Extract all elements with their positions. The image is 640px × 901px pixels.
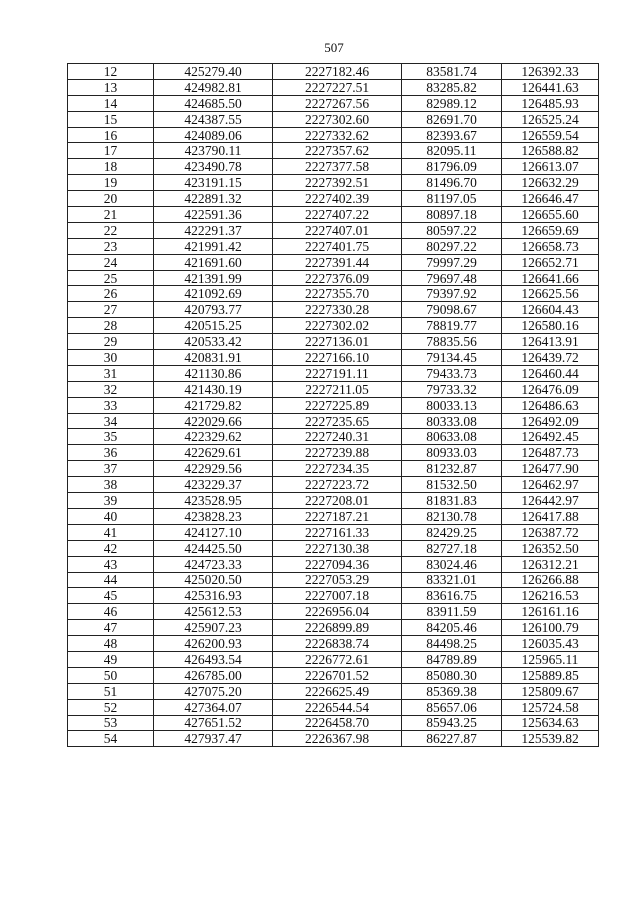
- table-row: [68, 556, 599, 572]
- table-row: [68, 636, 599, 652]
- table-row: [68, 286, 599, 302]
- point-number-cell: 54: [68, 731, 154, 747]
- table-row: [68, 699, 599, 715]
- point-number-cell: 14: [68, 95, 154, 111]
- local-x-cell: 79433.73: [402, 365, 502, 381]
- local-x-cell: 80033.13: [402, 397, 502, 413]
- table-row: [68, 254, 599, 270]
- local-y-cell: 126632.29: [502, 175, 599, 191]
- local-x-cell: 85080.30: [402, 667, 502, 683]
- point-number-cell: 41: [68, 524, 154, 540]
- x-coordinate-cell: 423528.95: [154, 493, 273, 509]
- local-y-cell: 126625.56: [502, 286, 599, 302]
- y-coordinate-cell: 2227187.21: [273, 508, 402, 524]
- local-x-cell: 79997.29: [402, 254, 502, 270]
- local-x-cell: 81496.70: [402, 175, 502, 191]
- local-y-cell: 126266.88: [502, 572, 599, 588]
- table-row: [68, 572, 599, 588]
- point-number-cell: 18: [68, 159, 154, 175]
- point-number-cell: 34: [68, 413, 154, 429]
- y-coordinate-cell: 2227094.36: [273, 556, 402, 572]
- y-coordinate-cell: 2227355.70: [273, 286, 402, 302]
- x-coordinate-cell: 424723.33: [154, 556, 273, 572]
- local-x-cell: 79697.48: [402, 270, 502, 286]
- table-row: [68, 111, 599, 127]
- local-x-cell: 80333.08: [402, 413, 502, 429]
- point-number-cell: 44: [68, 572, 154, 588]
- x-coordinate-cell: 426785.00: [154, 667, 273, 683]
- local-y-cell: 126413.91: [502, 334, 599, 350]
- point-number-cell: 22: [68, 222, 154, 238]
- local-y-cell: 126462.97: [502, 477, 599, 493]
- local-y-cell: 126441.63: [502, 79, 599, 95]
- y-coordinate-cell: 2227130.38: [273, 540, 402, 556]
- table-row: [68, 127, 599, 143]
- x-coordinate-cell: 427075.20: [154, 683, 273, 699]
- point-number-cell: 13: [68, 79, 154, 95]
- point-number-cell: 27: [68, 302, 154, 318]
- table-row: [68, 508, 599, 524]
- y-coordinate-cell: 2226367.98: [273, 731, 402, 747]
- x-coordinate-cell: 421092.69: [154, 286, 273, 302]
- x-coordinate-cell: 422029.66: [154, 413, 273, 429]
- x-coordinate-cell: 425279.40: [154, 64, 273, 80]
- table-row: [68, 302, 599, 318]
- table-row: [68, 667, 599, 683]
- local-y-cell: 126216.53: [502, 588, 599, 604]
- y-coordinate-cell: 2227225.89: [273, 397, 402, 413]
- local-y-cell: 126485.93: [502, 95, 599, 111]
- x-coordinate-cell: 424387.55: [154, 111, 273, 127]
- y-coordinate-cell: 2226956.04: [273, 604, 402, 620]
- coordinate-table-body: [68, 64, 599, 747]
- y-coordinate-cell: 2227211.05: [273, 381, 402, 397]
- table-row: [68, 350, 599, 366]
- x-coordinate-cell: 421691.60: [154, 254, 273, 270]
- point-number-cell: 30: [68, 350, 154, 366]
- y-coordinate-cell: 2227227.51: [273, 79, 402, 95]
- local-x-cell: 84498.25: [402, 636, 502, 652]
- y-coordinate-cell: 2227161.33: [273, 524, 402, 540]
- table-row: [68, 318, 599, 334]
- local-y-cell: 126100.79: [502, 620, 599, 636]
- table-row: [68, 397, 599, 413]
- x-coordinate-cell: 421130.86: [154, 365, 273, 381]
- y-coordinate-cell: 2227208.01: [273, 493, 402, 509]
- x-coordinate-cell: 425612.53: [154, 604, 273, 620]
- x-coordinate-cell: 425316.93: [154, 588, 273, 604]
- local-y-cell: 126352.50: [502, 540, 599, 556]
- y-coordinate-cell: 2227302.02: [273, 318, 402, 334]
- local-y-cell: 126486.63: [502, 397, 599, 413]
- local-y-cell: 126652.71: [502, 254, 599, 270]
- x-coordinate-cell: 423229.37: [154, 477, 273, 493]
- point-number-cell: 15: [68, 111, 154, 127]
- x-coordinate-cell: 424425.50: [154, 540, 273, 556]
- table-row: [68, 64, 599, 80]
- table-row: [68, 159, 599, 175]
- x-coordinate-cell: 421430.19: [154, 381, 273, 397]
- x-coordinate-cell: 421991.42: [154, 238, 273, 254]
- x-coordinate-cell: 424089.06: [154, 127, 273, 143]
- y-coordinate-cell: 2227376.09: [273, 270, 402, 286]
- table-row: [68, 620, 599, 636]
- x-coordinate-cell: 420533.42: [154, 334, 273, 350]
- y-coordinate-cell: 2227239.88: [273, 445, 402, 461]
- x-coordinate-cell: 422591.36: [154, 207, 273, 223]
- point-number-cell: 47: [68, 620, 154, 636]
- table-row: [68, 270, 599, 286]
- point-number-cell: 52: [68, 699, 154, 715]
- y-coordinate-cell: 2227377.58: [273, 159, 402, 175]
- y-coordinate-cell: 2227235.65: [273, 413, 402, 429]
- local-x-cell: 81796.09: [402, 159, 502, 175]
- x-coordinate-cell: 421391.99: [154, 270, 273, 286]
- point-number-cell: 28: [68, 318, 154, 334]
- point-number-cell: 37: [68, 461, 154, 477]
- table-row: [68, 222, 599, 238]
- local-x-cell: 81197.05: [402, 191, 502, 207]
- point-number-cell: 45: [68, 588, 154, 604]
- point-number-cell: 12: [68, 64, 154, 80]
- x-coordinate-cell: 426493.54: [154, 651, 273, 667]
- point-number-cell: 20: [68, 191, 154, 207]
- x-coordinate-cell: 424127.10: [154, 524, 273, 540]
- local-x-cell: 80633.08: [402, 429, 502, 445]
- page-number: 507: [324, 40, 344, 55]
- local-x-cell: 83911.59: [402, 604, 502, 620]
- table-row: [68, 95, 599, 111]
- local-x-cell: 78819.77: [402, 318, 502, 334]
- table-row: [68, 731, 599, 747]
- y-coordinate-cell: 2227407.22: [273, 207, 402, 223]
- y-coordinate-cell: 2227136.01: [273, 334, 402, 350]
- table-row: [68, 429, 599, 445]
- point-number-cell: 46: [68, 604, 154, 620]
- local-x-cell: 80597.22: [402, 222, 502, 238]
- local-y-cell: 126604.43: [502, 302, 599, 318]
- y-coordinate-cell: 2227191.11: [273, 365, 402, 381]
- table-row: [68, 238, 599, 254]
- local-x-cell: 80933.03: [402, 445, 502, 461]
- point-number-cell: 23: [68, 238, 154, 254]
- y-coordinate-cell: 2227240.31: [273, 429, 402, 445]
- local-y-cell: 126658.73: [502, 238, 599, 254]
- local-y-cell: 126442.97: [502, 493, 599, 509]
- local-x-cell: 81532.50: [402, 477, 502, 493]
- local-x-cell: 84789.89: [402, 651, 502, 667]
- table-row: [68, 381, 599, 397]
- table-row: [68, 715, 599, 731]
- local-y-cell: 126559.54: [502, 127, 599, 143]
- table-row: [68, 79, 599, 95]
- local-x-cell: 84205.46: [402, 620, 502, 636]
- y-coordinate-cell: 2226899.89: [273, 620, 402, 636]
- x-coordinate-cell: 422629.61: [154, 445, 273, 461]
- point-number-cell: 19: [68, 175, 154, 191]
- x-coordinate-cell: 423490.78: [154, 159, 273, 175]
- local-y-cell: 125724.58: [502, 699, 599, 715]
- local-y-cell: 126439.72: [502, 350, 599, 366]
- local-y-cell: 126417.88: [502, 508, 599, 524]
- table-row: [68, 651, 599, 667]
- point-number-cell: 32: [68, 381, 154, 397]
- table-row: [68, 143, 599, 159]
- point-number-cell: 16: [68, 127, 154, 143]
- local-y-cell: 126525.24: [502, 111, 599, 127]
- local-x-cell: 83024.46: [402, 556, 502, 572]
- table-row: [68, 493, 599, 509]
- table-row: [68, 191, 599, 207]
- table-row: [68, 445, 599, 461]
- local-y-cell: 126387.72: [502, 524, 599, 540]
- y-coordinate-cell: 2227391.44: [273, 254, 402, 270]
- table-row: [68, 334, 599, 350]
- y-coordinate-cell: 2227302.60: [273, 111, 402, 127]
- local-y-cell: 126492.09: [502, 413, 599, 429]
- coordinate-table: [67, 63, 599, 747]
- local-y-cell: 125889.85: [502, 667, 599, 683]
- point-number-cell: 25: [68, 270, 154, 286]
- local-x-cell: 86227.87: [402, 731, 502, 747]
- point-number-cell: 29: [68, 334, 154, 350]
- x-coordinate-cell: 425907.23: [154, 620, 273, 636]
- local-x-cell: 83321.01: [402, 572, 502, 588]
- point-number-cell: 38: [68, 477, 154, 493]
- y-coordinate-cell: 2227407.01: [273, 222, 402, 238]
- local-y-cell: 125809.67: [502, 683, 599, 699]
- local-y-cell: 125965.11: [502, 651, 599, 667]
- local-y-cell: 126492.45: [502, 429, 599, 445]
- local-y-cell: 126035.43: [502, 636, 599, 652]
- x-coordinate-cell: 420831.91: [154, 350, 273, 366]
- local-x-cell: 83581.74: [402, 64, 502, 80]
- y-coordinate-cell: 2227234.35: [273, 461, 402, 477]
- y-coordinate-cell: 2227330.28: [273, 302, 402, 318]
- local-x-cell: 85657.06: [402, 699, 502, 715]
- local-y-cell: 126487.73: [502, 445, 599, 461]
- point-number-cell: 36: [68, 445, 154, 461]
- local-x-cell: 85369.38: [402, 683, 502, 699]
- y-coordinate-cell: 2226838.74: [273, 636, 402, 652]
- y-coordinate-cell: 2227182.46: [273, 64, 402, 80]
- y-coordinate-cell: 2227166.10: [273, 350, 402, 366]
- point-number-cell: 43: [68, 556, 154, 572]
- x-coordinate-cell: 422929.56: [154, 461, 273, 477]
- x-coordinate-cell: 425020.50: [154, 572, 273, 588]
- y-coordinate-cell: 2227053.29: [273, 572, 402, 588]
- y-coordinate-cell: 2227332.62: [273, 127, 402, 143]
- local-x-cell: 82727.18: [402, 540, 502, 556]
- x-coordinate-cell: 426200.93: [154, 636, 273, 652]
- table-row: [68, 683, 599, 699]
- local-y-cell: 126476.09: [502, 381, 599, 397]
- x-coordinate-cell: 427937.47: [154, 731, 273, 747]
- point-number-cell: 40: [68, 508, 154, 524]
- local-y-cell: 126392.33: [502, 64, 599, 80]
- local-y-cell: 125539.82: [502, 731, 599, 747]
- local-y-cell: 126588.82: [502, 143, 599, 159]
- local-x-cell: 80897.18: [402, 207, 502, 223]
- local-x-cell: 79098.67: [402, 302, 502, 318]
- point-number-cell: 48: [68, 636, 154, 652]
- local-x-cell: 81232.87: [402, 461, 502, 477]
- x-coordinate-cell: 422891.32: [154, 191, 273, 207]
- table-row: [68, 413, 599, 429]
- y-coordinate-cell: 2226544.54: [273, 699, 402, 715]
- point-number-cell: 42: [68, 540, 154, 556]
- local-y-cell: 126659.69: [502, 222, 599, 238]
- local-x-cell: 79733.32: [402, 381, 502, 397]
- point-number-cell: 17: [68, 143, 154, 159]
- local-x-cell: 82989.12: [402, 95, 502, 111]
- local-y-cell: 126646.47: [502, 191, 599, 207]
- table-row: [68, 207, 599, 223]
- point-number-cell: 24: [68, 254, 154, 270]
- point-number-cell: 49: [68, 651, 154, 667]
- point-number-cell: 35: [68, 429, 154, 445]
- x-coordinate-cell: 420793.77: [154, 302, 273, 318]
- x-coordinate-cell: 420515.25: [154, 318, 273, 334]
- local-y-cell: 125634.63: [502, 715, 599, 731]
- local-y-cell: 126613.07: [502, 159, 599, 175]
- point-number-cell: 33: [68, 397, 154, 413]
- y-coordinate-cell: 2227267.56: [273, 95, 402, 111]
- table-row: [68, 175, 599, 191]
- local-x-cell: 82095.11: [402, 143, 502, 159]
- point-number-cell: 53: [68, 715, 154, 731]
- local-x-cell: 79134.45: [402, 350, 502, 366]
- point-number-cell: 51: [68, 683, 154, 699]
- point-number-cell: 26: [68, 286, 154, 302]
- y-coordinate-cell: 2227357.62: [273, 143, 402, 159]
- local-x-cell: 78835.56: [402, 334, 502, 350]
- table-row: [68, 604, 599, 620]
- local-x-cell: 83285.82: [402, 79, 502, 95]
- local-x-cell: 83616.75: [402, 588, 502, 604]
- local-y-cell: 126477.90: [502, 461, 599, 477]
- x-coordinate-cell: 423790.11: [154, 143, 273, 159]
- x-coordinate-cell: 422329.62: [154, 429, 273, 445]
- y-coordinate-cell: 2227401.75: [273, 238, 402, 254]
- point-number-cell: 39: [68, 493, 154, 509]
- table-row: [68, 588, 599, 604]
- y-coordinate-cell: 2227402.39: [273, 191, 402, 207]
- local-y-cell: 126161.16: [502, 604, 599, 620]
- x-coordinate-cell: 423191.15: [154, 175, 273, 191]
- y-coordinate-cell: 2227223.72: [273, 477, 402, 493]
- y-coordinate-cell: 2226701.52: [273, 667, 402, 683]
- y-coordinate-cell: 2226625.49: [273, 683, 402, 699]
- table-row: [68, 540, 599, 556]
- x-coordinate-cell: 422291.37: [154, 222, 273, 238]
- local-y-cell: 126312.21: [502, 556, 599, 572]
- local-y-cell: 126655.60: [502, 207, 599, 223]
- point-number-cell: 21: [68, 207, 154, 223]
- local-x-cell: 82130.78: [402, 508, 502, 524]
- local-x-cell: 85943.25: [402, 715, 502, 731]
- y-coordinate-cell: 2227392.51: [273, 175, 402, 191]
- local-x-cell: 80297.22: [402, 238, 502, 254]
- local-y-cell: 126460.44: [502, 365, 599, 381]
- local-x-cell: 81831.83: [402, 493, 502, 509]
- y-coordinate-cell: 2226772.61: [273, 651, 402, 667]
- y-coordinate-cell: 2227007.18: [273, 588, 402, 604]
- local-y-cell: 126641.66: [502, 270, 599, 286]
- local-y-cell: 126580.16: [502, 318, 599, 334]
- local-x-cell: 82429.25: [402, 524, 502, 540]
- x-coordinate-cell: 424685.50: [154, 95, 273, 111]
- table-row: [68, 524, 599, 540]
- point-number-cell: 31: [68, 365, 154, 381]
- table-row: [68, 461, 599, 477]
- x-coordinate-cell: 424982.81: [154, 79, 273, 95]
- y-coordinate-cell: 2226458.70: [273, 715, 402, 731]
- point-number-cell: 50: [68, 667, 154, 683]
- table-row: [68, 365, 599, 381]
- x-coordinate-cell: 427364.07: [154, 699, 273, 715]
- x-coordinate-cell: 427651.52: [154, 715, 273, 731]
- local-x-cell: 82393.67: [402, 127, 502, 143]
- table-row: [68, 477, 599, 493]
- local-x-cell: 79397.92: [402, 286, 502, 302]
- x-coordinate-cell: 423828.23: [154, 508, 273, 524]
- local-x-cell: 82691.70: [402, 111, 502, 127]
- x-coordinate-cell: 421729.82: [154, 397, 273, 413]
